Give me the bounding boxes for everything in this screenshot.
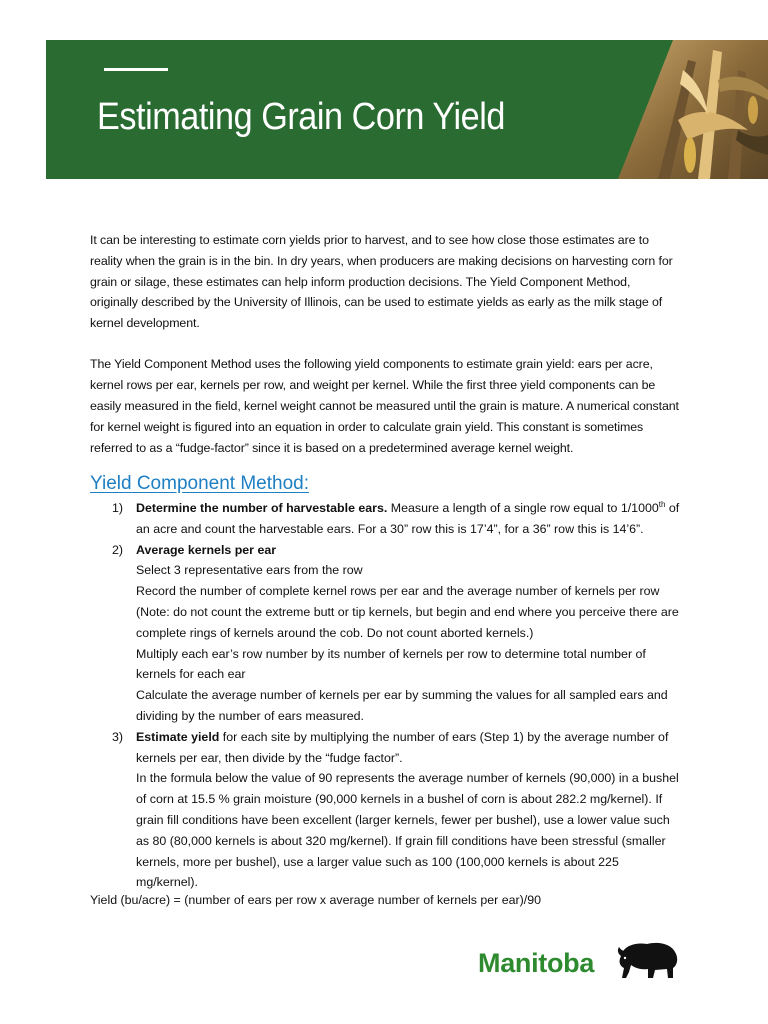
title-accent-rule (104, 68, 168, 71)
title-banner (46, 40, 768, 179)
step-text: of an acre and count the harvestable ears. For a 30” row this is 17’4”, for a 36” row this is 14’6”. (136, 501, 680, 536)
step-text: for each site by multiplying the number of ears (Step 1) by the average number of kernels per ear, then divide by the “fudge factor”. (136, 729, 669, 765)
intro-paragraph: It can be interesting to estimate corn yields prior to harvest, and to see how close those estimates are to reality when the grain is in the bin. In dry years, when producers are making decisions on harvesting corn for grain or silage, these estimates can help inform production decisions. The Yield Component Method, originally described by the University of Illinois, can be used to estimate yields as early as the milk stage of kernel development. (90, 233, 673, 331)
step-line: Record the number of complete kernel rows per ear and the average number of kernels per row (Note: do not count the extreme butt or tip kernels, but begin and end where you perceive there are complete rings of kernels around the cob. Do not count aborted kernels.) (136, 584, 679, 640)
intro-paragraph: The Yield Component Method uses the following yield components to estimate grain yield: ears per acre, kernel rows per ear, kernels per row, and weight per kernel. While the first three yield components can be easily measured in the field, kernel weight cannot be measured until the grain is mature. A numerical constant for kernel weight is figured into an equation in order to calculate grain yield. This constant is sometimes referred to as a “fudge-factor” since it is based on a predetermined average kernel weight. (90, 357, 679, 455)
step-title: Average kernels per ear (136, 542, 277, 557)
step-superscript: th (658, 499, 666, 509)
steps-list (90, 498, 680, 893)
step-title: Estimate yield (136, 729, 220, 744)
step-line: Multiply each ear’s row number by its number of kernels per row to determine total number of kernels for each ear (136, 646, 646, 682)
page-title: Estimating Grain Corn Yield (97, 96, 505, 138)
section-heading: Yield Component Method: (90, 473, 309, 494)
corn-field-photo (618, 40, 768, 179)
list-item (90, 540, 680, 727)
bison-icon (615, 938, 681, 982)
step-title: Determine the number of harvestable ears. (136, 501, 388, 515)
yield-formula: Yield (bu/acre) = (number of ears per row x average number of kernels per ear)/90 (90, 893, 541, 907)
step-number: 2) (112, 542, 124, 557)
list-item (90, 727, 680, 893)
step-line: Calculate the average number of kernels per ear by summing the values for all sampled ears and dividing by the number of ears measured. (136, 688, 668, 723)
step-text: Measure a length of a single row equal to 1/1000 (387, 501, 659, 515)
step-line: In the formula below the value of 90 represents the average number of kernels (90,000) in a bushel of corn at 15.5 % grain moisture (90,000 kernels in a bushel of corn is about 282.2 mg/kernel). If grain fill conditions have been excellent (larger kernels, fewer per bushel), use a lower value such as 80 (80,000 kernels is about 320 mg/kernel). If grain fill conditions have been stressful (smaller kernels, more per bushel), use a larger value such as 100 (100,000 kernels is about 225 mg/kernel). (136, 771, 679, 890)
manitoba-logo (478, 936, 683, 986)
step-line: Select 3 representative ears from the row (136, 563, 363, 578)
intro-text (90, 230, 680, 458)
logo-wordmark: Manitoba (478, 948, 595, 978)
step-number: 3) (112, 729, 124, 744)
step-number: 1) (112, 501, 124, 515)
list-item (90, 498, 680, 540)
